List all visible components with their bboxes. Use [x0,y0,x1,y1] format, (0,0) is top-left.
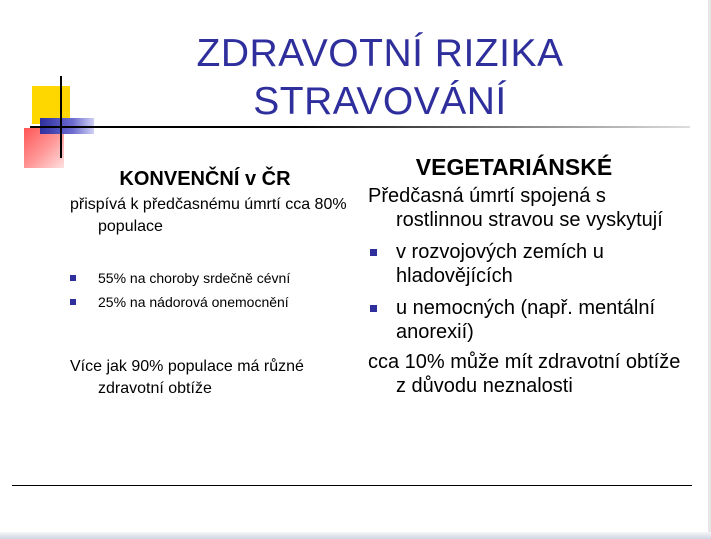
left-intro: přispívá k předčasnému úmrtí cca 80% populace [70,196,347,235]
logo-red-square [24,128,64,168]
right-bullet-text: u nemocných (např. mentální anorexií) [396,297,656,343]
bullet-square-icon [370,249,377,256]
bullet-square-icon [370,305,377,312]
left-bullet-text: 25% na nádorová onemocnění [98,294,289,310]
right-bullet-item [368,240,688,288]
logo-vertical-line [60,76,62,158]
right-heading: VEGETARIÁNSKÉ [415,154,613,180]
footer-divider [12,485,692,486]
right-column [368,150,688,398]
left-bullet-item [70,266,350,290]
slide-title: ZDRAVOTNÍ RIZIKA STRAVOVÁNÍ [196,32,564,123]
right-closing: cca 10% může mít zdravotní obtíže z důvodu neznalosti [368,351,681,397]
left-heading: KONVENČNÍ v ČR [119,168,291,190]
left-closing: Více jak 90% populace má různé zdravotní obtíže [70,358,304,397]
left-bullet-text: 55% na choroby srdečně cévní [98,270,291,286]
left-bullet-item [70,290,350,314]
bullet-square-icon [70,299,76,305]
slide-edge-bottom [0,532,711,539]
bullet-square-icon [70,275,76,281]
left-column [70,162,350,400]
right-bullet-text: v rozvojových zemích u hladovějících [396,241,604,287]
right-intro: Předčasná úmrtí spojená s rostlinnou stravou se vyskytují [368,185,663,231]
right-bullet-item [368,296,688,344]
title-underline [30,126,690,128]
